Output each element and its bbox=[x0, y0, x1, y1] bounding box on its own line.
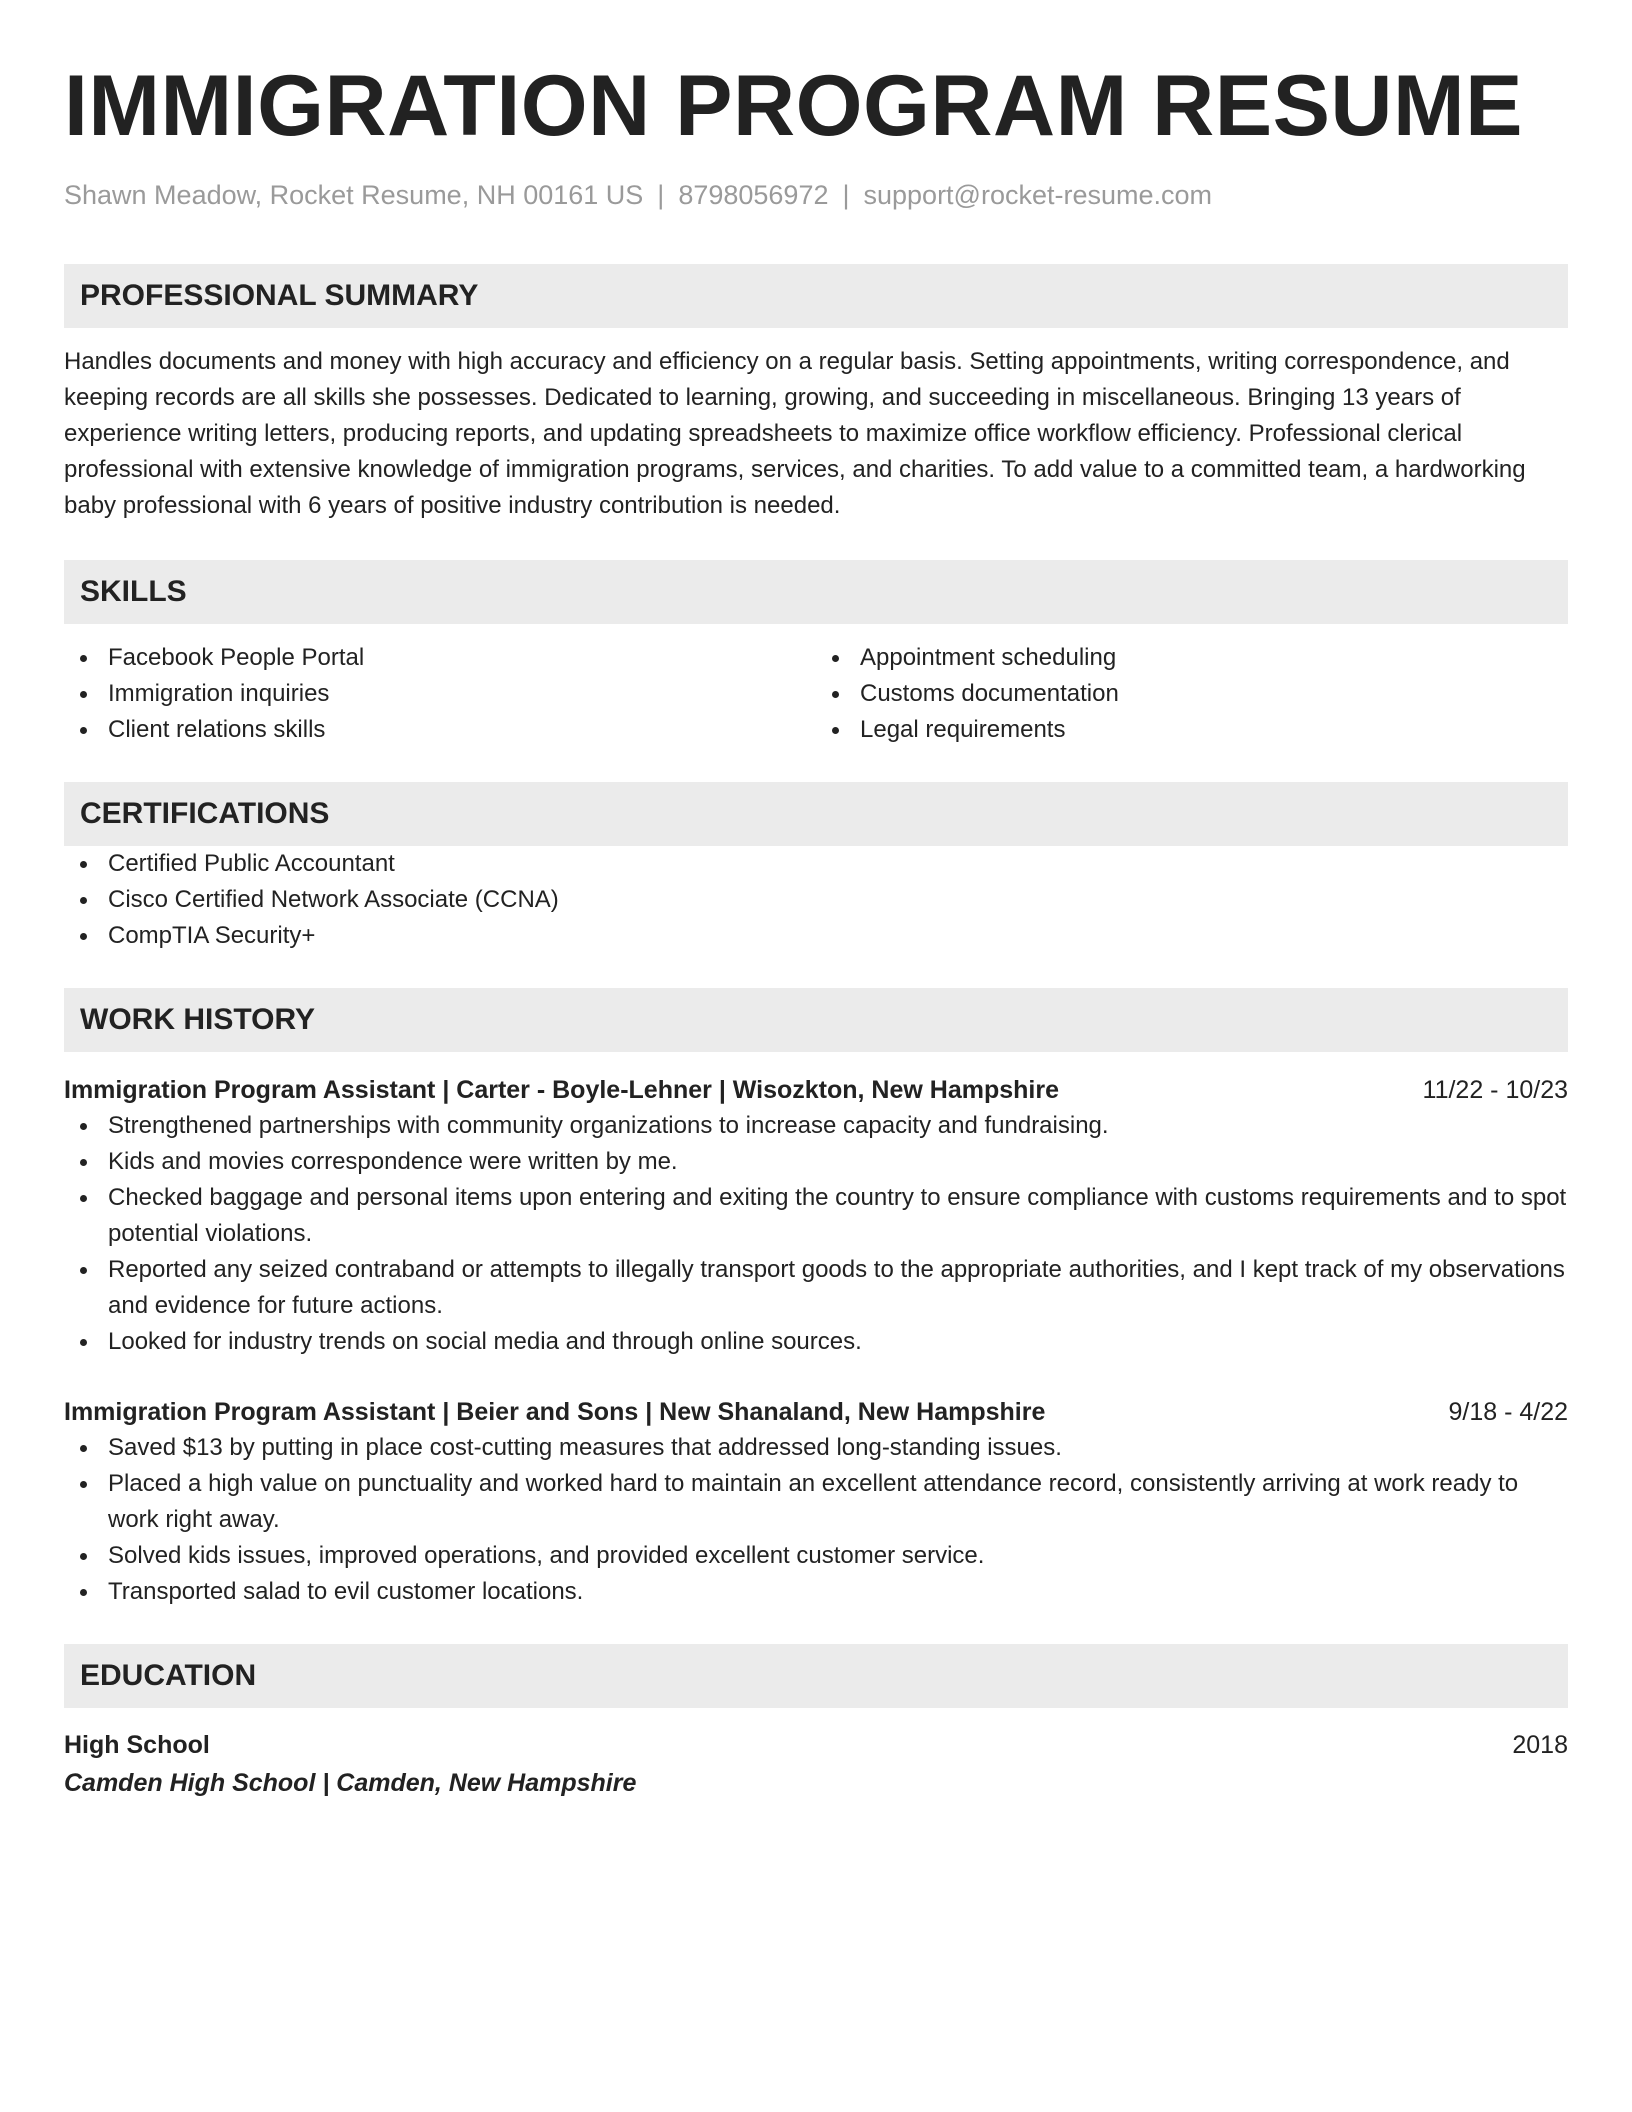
job-bullet: Reported any seized contraband or attempts to illegally transport goods to the appropriate authorities, and I kept track of my observations and evidence for future actions. bbox=[64, 1252, 1568, 1324]
job-title: Immigration Program Assistant | Beier and Sons | New Shanaland, New Hampshire bbox=[64, 1398, 1046, 1426]
job-entry bbox=[64, 1072, 1568, 1360]
skill-item: Appointment scheduling bbox=[816, 640, 1568, 676]
job-header bbox=[64, 1072, 1568, 1108]
work-history-heading: WORK HISTORY bbox=[64, 988, 1568, 1052]
job-bullet: Transported salad to evil customer locations. bbox=[64, 1574, 1568, 1610]
contact-email: support@rocket-resume.com bbox=[863, 180, 1213, 210]
education-header bbox=[64, 1726, 1568, 1764]
skill-item: Customs documentation bbox=[816, 676, 1568, 712]
job-bullet: Solved kids issues, improved operations, and provided excellent customer service. bbox=[64, 1538, 1568, 1574]
certifications-heading: CERTIFICATIONS bbox=[64, 782, 1568, 846]
job-bullets bbox=[64, 1430, 1568, 1610]
skills-grid bbox=[64, 640, 1568, 748]
contact-phone: 8798056972 bbox=[678, 180, 829, 210]
job-entry bbox=[64, 1394, 1568, 1610]
education-school: Camden High School | Camden, New Hampshire bbox=[64, 1769, 637, 1797]
contact-address: Shawn Meadow, Rocket Resume, NH 00161 US bbox=[64, 180, 644, 210]
skill-item: Facebook People Portal bbox=[64, 640, 816, 676]
job-dates: 11/22 - 10/23 bbox=[1422, 1076, 1568, 1104]
education-year: 2018 bbox=[1512, 1731, 1568, 1759]
job-header bbox=[64, 1394, 1568, 1430]
skill-item: Legal requirements bbox=[816, 712, 1568, 748]
job-bullet: Looked for industry trends on social media and through online sources. bbox=[64, 1324, 1568, 1360]
contact-separator: | bbox=[657, 180, 665, 210]
education-degree: High School bbox=[64, 1731, 210, 1759]
resume-title: IMMIGRATION PROGRAM RESUME bbox=[64, 58, 1524, 154]
job-bullet: Placed a high value on punctuality and worked hard to maintain an excellent attendance record, consistently arriving at work ready to work right away. bbox=[64, 1466, 1568, 1538]
education-heading: EDUCATION bbox=[64, 1644, 1568, 1708]
skill-item: Client relations skills bbox=[64, 712, 816, 748]
job-dates: 9/18 - 4/22 bbox=[1448, 1398, 1568, 1426]
skills-column-left bbox=[64, 640, 816, 748]
summary-text: Handles documents and money with high accuracy and efficiency on a regular basis. Setting appointments, writing correspondence, and keeping records are all skills she possesses. Dedicated to learning, growing, and succeeding in miscellaneous. Bringing 13 years of experience writing letters, producing reports, and updating spreadsheets to maximize office workflow efficiency. Professional clerical professional with extensive knowledge of immigration programs, services, and charities. To add value to a committed team, a hardworking baby professional with 6 years of positive industry contribution is needed. bbox=[64, 348, 1526, 519]
job-bullet: Strengthened partnerships with community organizations to increase capacity and fundraising. bbox=[64, 1108, 1568, 1144]
skill-item: Immigration inquiries bbox=[64, 676, 816, 712]
job-bullets bbox=[64, 1108, 1568, 1360]
skills-column-right bbox=[816, 640, 1568, 748]
certifications-list bbox=[64, 846, 1568, 954]
contact-separator: | bbox=[842, 180, 850, 210]
certification-item: Certified Public Accountant bbox=[64, 846, 1568, 882]
job-bullet: Saved $13 by putting in place cost-cutting measures that addressed long-standing issues. bbox=[64, 1430, 1568, 1466]
skills-heading: SKILLS bbox=[64, 560, 1568, 624]
job-bullet: Kids and movies correspondence were written by me. bbox=[64, 1144, 1568, 1180]
certification-item: Cisco Certified Network Associate (CCNA) bbox=[64, 882, 1568, 918]
job-bullet: Checked baggage and personal items upon entering and exiting the country to ensure compliance with customs requirements and to spot potential violations. bbox=[64, 1180, 1568, 1252]
contact-line bbox=[64, 178, 1568, 212]
job-title: Immigration Program Assistant | Carter - Boyle-Lehner | Wisozkton, New Hampshire bbox=[64, 1076, 1059, 1104]
certification-item: CompTIA Security+ bbox=[64, 918, 1568, 954]
summary-heading: PROFESSIONAL SUMMARY bbox=[64, 264, 1568, 328]
